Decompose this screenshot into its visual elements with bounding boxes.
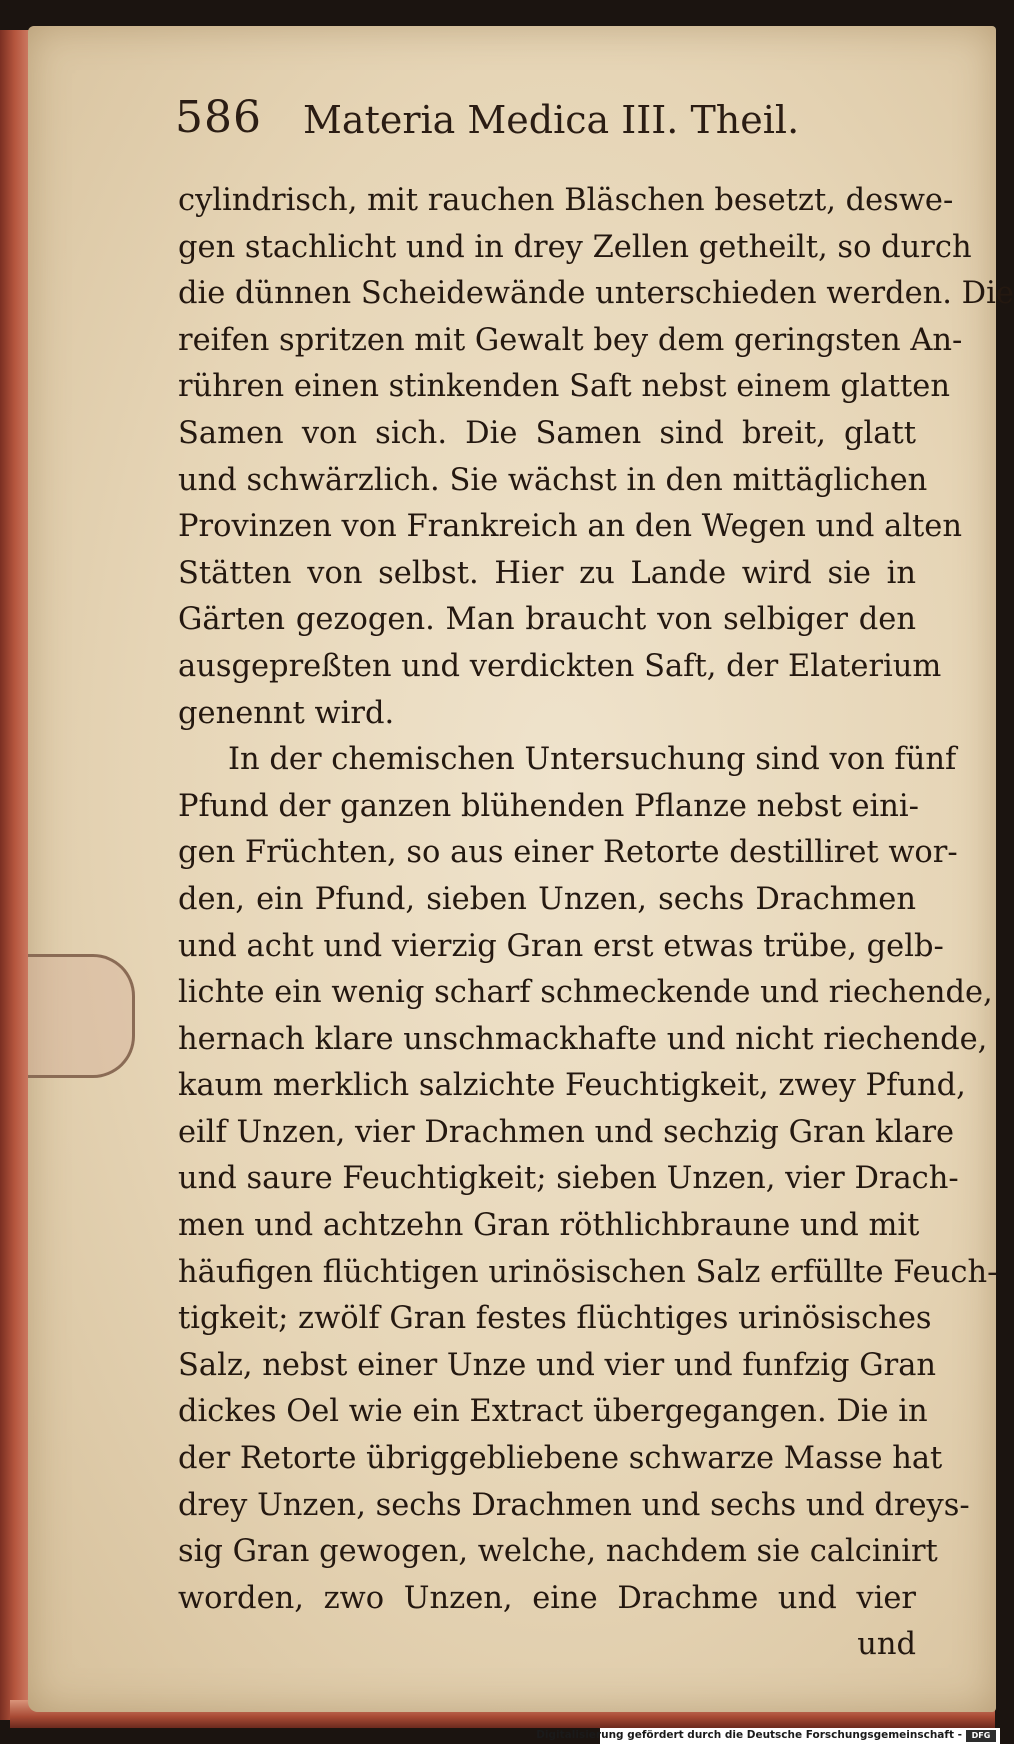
funding-credit: Digitalisierung gefördert durch die Deutsche Forschungsgemeinschaft -: [536, 1729, 962, 1741]
text-line: genennt wird.: [178, 695, 395, 731]
running-title: Materia Medica III. Theil.: [303, 98, 800, 142]
text-line: ausgepreßten und verdickten Saft, der Elaterium: [178, 648, 942, 684]
text-line: Stätten von selbst. Hier zu Lande wird sie in: [178, 555, 916, 591]
text-line: der Retorte übriggebliebene schwarze Masse hat: [178, 1441, 943, 1477]
text-line: drey Unzen, sechs Drachmen und sechs und dreys-: [178, 1487, 970, 1523]
text-line: die dünnen Scheidewände unterschieden werden. Die: [178, 276, 1014, 312]
text-line: und schwärzlich. Sie wächst in den mittäglichen: [178, 462, 928, 498]
text-line: Salz, nebst einer Unze und vier und funfzig Gran: [178, 1347, 937, 1383]
text-line: dickes Oel wie ein Extract übergegangen. Die in: [178, 1394, 928, 1430]
text-line: Gärten gezogen. Man braucht von selbiger den: [178, 602, 916, 638]
text-line: hernach klare unschmackhafte und nicht riechende,: [178, 1021, 988, 1057]
text-line: tigkeit; zwölf Gran festes flüchtiges urinösisches: [178, 1301, 932, 1337]
text-line: lichte ein wenig scharf schmeckende und riechende,: [178, 975, 993, 1011]
text-line: eilf Unzen, vier Drachmen und sechzig Gran klare: [178, 1114, 955, 1150]
text-line: häufigen flüchtigen urinösischen Salz erfüllte Feuch-: [178, 1254, 998, 1290]
text-line: kaum merklich salzichte Feuchtigkeit, zwey Pfund,: [178, 1068, 966, 1104]
text-line: und acht und vierzig Gran erst etwas trübe, gelb-: [178, 928, 944, 964]
text-line: gen Früchten, so aus einer Retorte destilliret wor-: [178, 835, 958, 871]
page-header: [175, 92, 955, 156]
text-line: sig Gran gewogen, welche, nachdem sie calcinirt: [178, 1534, 938, 1570]
text-line: gen stachlicht und in drey Zellen getheilt, so durch: [178, 229, 972, 265]
dfg-logo: DFG: [966, 1730, 996, 1742]
catchword: und: [857, 1627, 916, 1663]
text-line: rühren einen stinkenden Saft nebst einem glatten: [178, 369, 950, 405]
footer-bar: [536, 1728, 1000, 1744]
text-line: Pfund der ganzen blühenden Pflanze nebst eini-: [178, 788, 919, 824]
body-text: [178, 178, 1014, 1669]
page-number: 586: [175, 92, 262, 143]
text-line: In der chemischen Untersuchung sind von fünf: [228, 742, 957, 778]
text-line: cylindrisch, mit rauchen Bläschen besetzt, deswe-: [178, 183, 954, 218]
text-line: worden, zwo Unzen, eine Drachme und vier: [178, 1580, 916, 1616]
text-line: men und achtzehn Gran röthlichbraune und mit: [178, 1208, 920, 1244]
text-line: reifen spritzen mit Gewalt bey dem geringsten An-: [178, 322, 963, 358]
text-line: den, ein Pfund, sieben Unzen, sechs Drachmen: [178, 881, 916, 917]
text-line: und saure Feuchtigkeit; sieben Unzen, vier Drach-: [178, 1161, 959, 1197]
text-line: Samen von sich. Die Samen sind breit, glatt: [178, 415, 916, 451]
text-line: Provinzen von Frankreich an den Wegen und alten: [178, 509, 962, 545]
page-tab-marker: [28, 954, 135, 1078]
